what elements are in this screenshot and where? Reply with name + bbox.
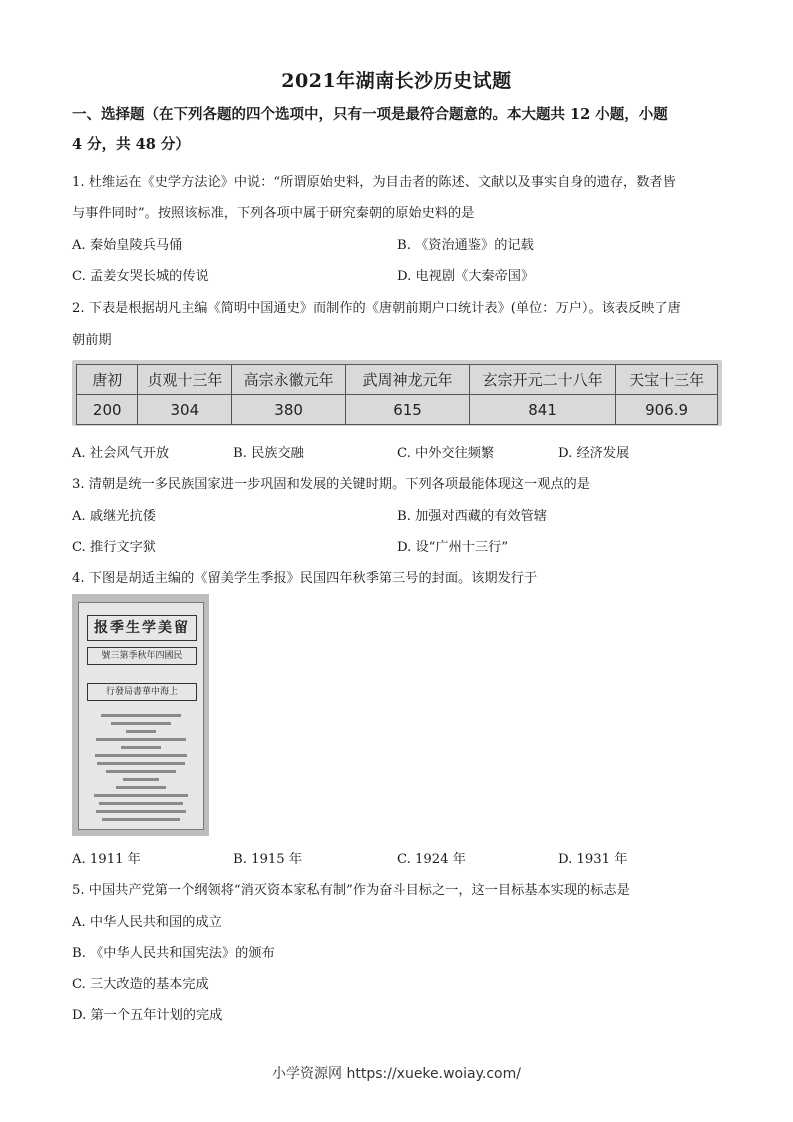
cover-frame: [78, 602, 204, 830]
q3-option-b: B. 加强对西藏的有效管辖: [397, 509, 547, 524]
table-value-cell: 615: [346, 395, 470, 425]
table-header-cell: 唐初: [77, 365, 138, 395]
section-heading: [72, 100, 727, 160]
magazine-cover-image: [72, 594, 209, 836]
q3-stem-line1: 3. 清朝是统一多民族国家进一步巩固和发展的关键时期。下列各项最能体现这一观点的是: [72, 477, 590, 492]
exam-title: 2021年湖南长沙历史试题: [281, 70, 512, 92]
table-value-cell: 906.9: [616, 395, 718, 425]
q5-option-a: A. 中华人民共和国的成立: [72, 915, 222, 930]
cover-publisher-label: 行發局書華中海上: [87, 683, 197, 701]
q1-option-a: A. 秦始皇陵兵马俑: [72, 238, 183, 253]
table-value-row: [77, 395, 718, 425]
q3-option-c: C. 推行文字狱: [72, 540, 156, 555]
q2-option-c: C. 中外交往频繁: [397, 446, 495, 461]
table-value-cell: 200: [77, 395, 138, 425]
q1-option-d: D. 电视剧《大秦帝国》: [397, 269, 535, 284]
table-header-cell: 贞观十三年: [138, 365, 232, 395]
q1-stem-line1: 1. 杜维运在《史学方法论》中说：“所谓原始史料，为目击者的陈述、文献以及事实自身的遗存，数者皆: [72, 175, 676, 190]
q1-stem-line2: 与事件同时”。按照该标准，下列各项中属于研究秦朝的原始史料的是: [72, 206, 475, 221]
table-header-cell: 武周神龙元年: [346, 365, 470, 395]
q4-stem-line1: 4. 下图是胡适主编的《留美学生季报》民国四年秋季第三号的封面。该期发行于: [72, 571, 538, 586]
q1-option-c: C. 孟姜女哭长城的传说: [72, 269, 209, 284]
household-table: [76, 364, 718, 425]
q4-option-c: C. 1924 年: [397, 852, 466, 867]
table-header-cell: 天宝十三年: [616, 365, 718, 395]
table-header-cell: 玄宗开元二十八年: [470, 365, 616, 395]
household-table-image: [72, 360, 722, 426]
cover-title: 报季生学美留: [87, 615, 197, 641]
section-heading-line1: 一、选择题（在下列各题的四个选项中，只有一项是最符合题意的。本大题共 12 小题，小题: [72, 106, 668, 123]
q5-stem-line1: 5. 中国共产党第一个纲领将“消灭资本家私有制”作为奋斗目标之一，这一目标基本实现的标志是: [72, 883, 630, 898]
q1-option-b: B. 《资治通鉴》的记载: [397, 238, 534, 253]
cover-issue-label: 號三第季秋年四國民: [87, 647, 197, 665]
q3-option-d: D. 设“广州十三行”: [397, 540, 509, 555]
table-header-row: [77, 365, 718, 395]
q2-option-d: D. 经济发展: [558, 446, 630, 461]
q4-option-b: B. 1915 年: [233, 852, 303, 867]
q5-option-c: C. 三大改造的基本完成: [72, 977, 209, 992]
footer-watermark: 小学资源网 https://xueke.woiay.com/: [272, 1066, 521, 1082]
cover-english-text-block: [91, 709, 191, 817]
table-value-cell: 304: [138, 395, 232, 425]
table-value-cell: 380: [232, 395, 346, 425]
q5-option-b: B. 《中华人民共和国宪法》的颁布: [72, 946, 275, 961]
q3-option-a: A. 戚继光抗倭: [72, 509, 156, 524]
q5-option-d: D. 第一个五年计划的完成: [72, 1008, 223, 1023]
q2-option-b: B. 民族交融: [233, 446, 304, 461]
q4-option-a: A. 1911 年: [72, 852, 141, 867]
q2-option-a: A. 社会风气开放: [72, 446, 170, 461]
q4-option-d: D. 1931 年: [558, 852, 628, 867]
q2-stem-line1: 2. 下表是根据胡凡主编《简明中国通史》而制作的《唐朝前期户口统计表》(单位：万户）。该表反映了唐: [72, 301, 681, 316]
q2-stem-line2: 朝前期: [72, 333, 112, 348]
table-value-cell: 841: [470, 395, 616, 425]
table-header-cell: 高宗永徽元年: [232, 365, 346, 395]
section-heading-line2: 4 分，共 48 分）: [72, 136, 190, 153]
